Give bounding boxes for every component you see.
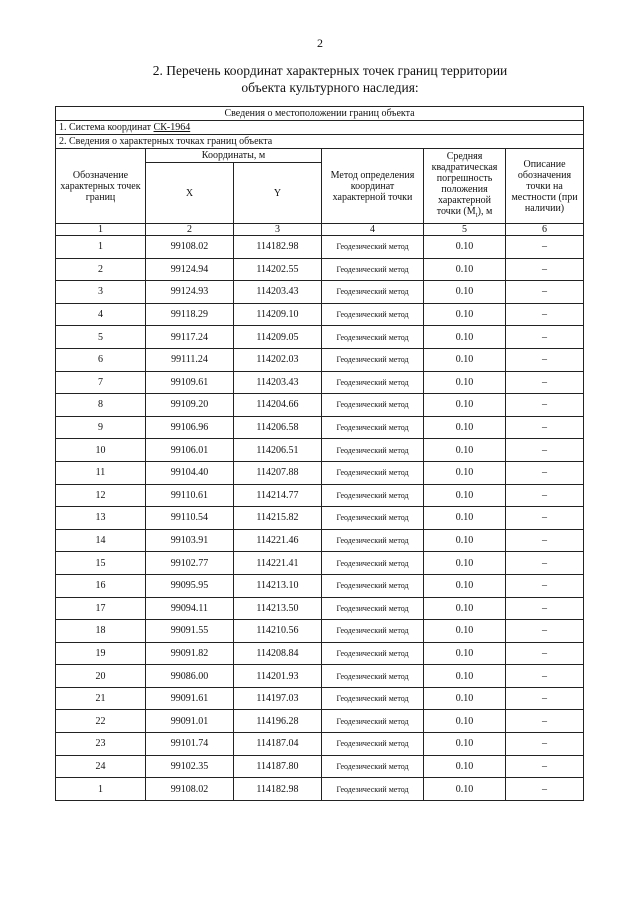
coord-x-cell: 99110.54 <box>146 507 234 530</box>
table-row <box>56 642 584 665</box>
description-cell: – <box>506 484 584 507</box>
mean-error-cell: 0.10 <box>424 236 506 259</box>
col-coords-header: Координаты, м <box>146 149 322 163</box>
coord-y-cell: 114207.88 <box>234 461 322 484</box>
table-row <box>56 461 584 484</box>
coord-y-cell: 114208.84 <box>234 642 322 665</box>
method-cell: Геодезический метод <box>322 439 424 462</box>
description-cell: – <box>506 394 584 417</box>
coord-y-cell: 114209.10 <box>234 303 322 326</box>
point-number-cell: 13 <box>56 507 146 530</box>
method-cell: Геодезический метод <box>322 552 424 575</box>
col-description-header: Описание обозначения точки на местности (при наличии) <box>506 149 584 224</box>
coord-y-cell: 114206.51 <box>234 439 322 462</box>
method-cell: Геодезический метод <box>322 597 424 620</box>
table-row <box>56 303 584 326</box>
coord-x-cell: 99108.02 <box>146 236 234 259</box>
mean-error-cell: 0.10 <box>424 281 506 304</box>
description-cell: – <box>506 529 584 552</box>
coord-x-cell: 99086.00 <box>146 665 234 688</box>
description-cell: – <box>506 326 584 349</box>
mean-error-cell: 0.10 <box>424 687 506 710</box>
description-cell: – <box>506 574 584 597</box>
coord-x-cell: 99095.95 <box>146 574 234 597</box>
table-row <box>56 710 584 733</box>
description-cell: – <box>506 710 584 733</box>
point-number-cell: 16 <box>56 574 146 597</box>
coord-x-cell: 99103.91 <box>146 529 234 552</box>
table-row <box>56 416 584 439</box>
mean-error-cell: 0.10 <box>424 484 506 507</box>
mean-error-cell: 0.10 <box>424 461 506 484</box>
point-number-cell: 12 <box>56 484 146 507</box>
mean-error-cell: 0.10 <box>424 439 506 462</box>
method-cell: Геодезический метод <box>322 507 424 530</box>
mean-error-cell: 0.10 <box>424 394 506 417</box>
coord-x-cell: 99104.40 <box>146 461 234 484</box>
coord-y-cell: 114209.05 <box>234 326 322 349</box>
table-row <box>56 236 584 259</box>
coord-y-cell: 114187.80 <box>234 755 322 778</box>
mean-error-cell: 0.10 <box>424 597 506 620</box>
mean-error-cell: 0.10 <box>424 665 506 688</box>
table-row <box>56 755 584 778</box>
point-number-cell: 24 <box>56 755 146 778</box>
method-cell: Геодезический метод <box>322 461 424 484</box>
method-cell: Геодезический метод <box>322 620 424 643</box>
method-cell: Геодезический метод <box>322 665 424 688</box>
mean-error-cell: 0.10 <box>424 778 506 801</box>
method-cell: Геодезический метод <box>322 348 424 371</box>
point-number-cell: 1 <box>56 778 146 801</box>
method-cell: Геодезический метод <box>322 778 424 801</box>
point-number-cell: 17 <box>56 597 146 620</box>
col-method-header: Метод определения координат характерной точки <box>322 149 424 224</box>
points-section-label: 2. Сведения о характерных точках границ объекта <box>56 135 584 149</box>
description-cell: – <box>506 620 584 643</box>
column-index: 1 <box>56 224 146 236</box>
coord-y-cell: 114196.28 <box>234 710 322 733</box>
mean-error-cell: 0.10 <box>424 620 506 643</box>
description-cell: – <box>506 755 584 778</box>
coord-x-cell: 99109.20 <box>146 394 234 417</box>
description-cell: – <box>506 371 584 394</box>
description-cell: – <box>506 597 584 620</box>
coord-y-cell: 114202.03 <box>234 348 322 371</box>
coordinates-table <box>55 106 584 801</box>
point-number-cell: 21 <box>56 687 146 710</box>
coord-x-cell: 99106.96 <box>146 416 234 439</box>
method-cell: Геодезический метод <box>322 642 424 665</box>
table-row <box>56 258 584 281</box>
column-index: 2 <box>146 224 234 236</box>
mean-error-cell: 0.10 <box>424 574 506 597</box>
coordinate-system-value: СК-1964 <box>153 121 191 133</box>
mean-error-cell: 0.10 <box>424 348 506 371</box>
description-cell: – <box>506 665 584 688</box>
description-cell: – <box>506 733 584 756</box>
coord-x-cell: 99108.02 <box>146 778 234 801</box>
point-number-cell: 15 <box>56 552 146 575</box>
point-number-cell: 4 <box>56 303 146 326</box>
coord-y-cell: 114221.46 <box>234 529 322 552</box>
coord-y-cell: 114182.98 <box>234 778 322 801</box>
coord-y-cell: 114197.03 <box>234 687 322 710</box>
method-cell: Геодезический метод <box>322 326 424 349</box>
coord-y-cell: 114210.56 <box>234 620 322 643</box>
coord-y-cell: 114206.58 <box>234 416 322 439</box>
coord-y-cell: 114221.41 <box>234 552 322 575</box>
table-row <box>56 620 584 643</box>
column-index: 6 <box>506 224 584 236</box>
mean-error-cell: 0.10 <box>424 258 506 281</box>
description-cell: – <box>506 281 584 304</box>
description-cell: – <box>506 303 584 326</box>
coord-y-cell: 114214.77 <box>234 484 322 507</box>
coord-x-cell: 99110.61 <box>146 484 234 507</box>
page-number: 2 <box>317 36 323 50</box>
coordinate-system-row <box>56 121 584 135</box>
method-cell: Геодезический метод <box>322 281 424 304</box>
col-designation-header: Обозначение характерных точек границ <box>56 149 146 224</box>
method-cell: Геодезический метод <box>322 529 424 552</box>
mean-error-cell: 0.10 <box>424 326 506 349</box>
coord-x-cell: 99109.61 <box>146 371 234 394</box>
table-row <box>56 665 584 688</box>
point-number-cell: 9 <box>56 416 146 439</box>
point-number-cell: 8 <box>56 394 146 417</box>
table-row <box>56 529 584 552</box>
coord-x-cell: 99111.24 <box>146 348 234 371</box>
coord-x-cell: 99106.01 <box>146 439 234 462</box>
coord-x-cell: 99118.29 <box>146 303 234 326</box>
description-cell: – <box>506 416 584 439</box>
mean-error-cell: 0.10 <box>424 552 506 575</box>
table-row <box>56 733 584 756</box>
coord-x-cell: 99091.61 <box>146 687 234 710</box>
point-number-cell: 23 <box>56 733 146 756</box>
point-number-cell: 14 <box>56 529 146 552</box>
point-number-cell: 2 <box>56 258 146 281</box>
description-cell: – <box>506 552 584 575</box>
method-cell: Геодезический метод <box>322 484 424 507</box>
point-number-cell: 3 <box>56 281 146 304</box>
coord-x-cell: 99102.77 <box>146 552 234 575</box>
method-cell: Геодезический метод <box>322 303 424 326</box>
coord-x-cell: 99124.93 <box>146 281 234 304</box>
table-row <box>56 348 584 371</box>
coordinate-system-label: 1. Система координат <box>59 121 154 133</box>
point-number-cell: 19 <box>56 642 146 665</box>
table-row <box>56 778 584 801</box>
point-number-cell: 18 <box>56 620 146 643</box>
description-cell: – <box>506 439 584 462</box>
method-cell: Геодезический метод <box>322 710 424 733</box>
method-cell: Геодезический метод <box>322 687 424 710</box>
coord-x-cell: 99102.35 <box>146 755 234 778</box>
point-number-cell: 20 <box>56 665 146 688</box>
description-cell: – <box>506 642 584 665</box>
method-cell: Геодезический метод <box>322 258 424 281</box>
description-cell: – <box>506 687 584 710</box>
mean-error-cell: 0.10 <box>424 416 506 439</box>
table-row <box>56 394 584 417</box>
description-cell: – <box>506 348 584 371</box>
coord-y-cell: 114203.43 <box>234 371 322 394</box>
description-cell: – <box>506 461 584 484</box>
point-number-cell: 7 <box>56 371 146 394</box>
mean-error-cell: 0.10 <box>424 507 506 530</box>
coord-x-cell: 99091.82 <box>146 642 234 665</box>
point-number-cell: 10 <box>56 439 146 462</box>
description-cell: – <box>506 258 584 281</box>
coord-y-cell: 114203.43 <box>234 281 322 304</box>
table-row <box>56 597 584 620</box>
description-cell: – <box>506 778 584 801</box>
coord-x-cell: 99124.94 <box>146 258 234 281</box>
table-row <box>56 552 584 575</box>
method-cell: Геодезический метод <box>322 733 424 756</box>
coord-x-cell: 99091.55 <box>146 620 234 643</box>
mean-error-cell: 0.10 <box>424 755 506 778</box>
column-index: 4 <box>322 224 424 236</box>
method-cell: Геодезический метод <box>322 755 424 778</box>
table-row <box>56 281 584 304</box>
table-row <box>56 574 584 597</box>
coord-y-cell: 114215.82 <box>234 507 322 530</box>
coord-y-cell: 114213.10 <box>234 574 322 597</box>
point-number-cell: 22 <box>56 710 146 733</box>
mean-error-cell: 0.10 <box>424 710 506 733</box>
table-row <box>56 326 584 349</box>
page-title <box>60 62 600 96</box>
column-index: 3 <box>234 224 322 236</box>
method-cell: Геодезический метод <box>322 371 424 394</box>
coord-x-cell: 99094.11 <box>146 597 234 620</box>
method-cell: Геодезический метод <box>322 236 424 259</box>
mean-error-cell: 0.10 <box>424 371 506 394</box>
table-row <box>56 371 584 394</box>
col-x-header: X <box>146 163 234 224</box>
column-index-row <box>56 224 584 236</box>
table-row <box>56 507 584 530</box>
col-y-header: Y <box>234 163 322 224</box>
description-cell: – <box>506 507 584 530</box>
description-cell: – <box>506 236 584 259</box>
table-row <box>56 439 584 462</box>
point-number-cell: 1 <box>56 236 146 259</box>
method-cell: Геодезический метод <box>322 394 424 417</box>
title-line-2: объекта культурного наследия: <box>241 80 419 95</box>
coord-x-cell: 99117.24 <box>146 326 234 349</box>
method-cell: Геодезический метод <box>322 574 424 597</box>
coord-y-cell: 114187.04 <box>234 733 322 756</box>
coord-y-cell: 114182.98 <box>234 236 322 259</box>
point-number-cell: 5 <box>56 326 146 349</box>
table-row <box>56 687 584 710</box>
coord-y-cell: 114202.55 <box>234 258 322 281</box>
mean-error-cell: 0.10 <box>424 303 506 326</box>
coord-y-cell: 114201.93 <box>234 665 322 688</box>
table-header-main: Сведения о местоположении границ объекта <box>56 107 584 121</box>
point-number-cell: 6 <box>56 348 146 371</box>
coord-y-cell: 114213.50 <box>234 597 322 620</box>
method-cell: Геодезический метод <box>322 416 424 439</box>
mean-error-cell: 0.10 <box>424 529 506 552</box>
table-row <box>56 484 584 507</box>
mean-error-cell: 0.10 <box>424 733 506 756</box>
mean-error-cell: 0.10 <box>424 642 506 665</box>
coord-y-cell: 114204.66 <box>234 394 322 417</box>
coord-x-cell: 99101.74 <box>146 733 234 756</box>
coord-x-cell: 99091.01 <box>146 710 234 733</box>
point-number-cell: 11 <box>56 461 146 484</box>
col-error-header: Средняя квадратическая погрешность положения характерной точки $(M_t)$, м <box>424 149 506 224</box>
title-line-1: 2. Перечень координат характерных точек границ территории <box>152 63 508 78</box>
column-index: 5 <box>424 224 506 236</box>
